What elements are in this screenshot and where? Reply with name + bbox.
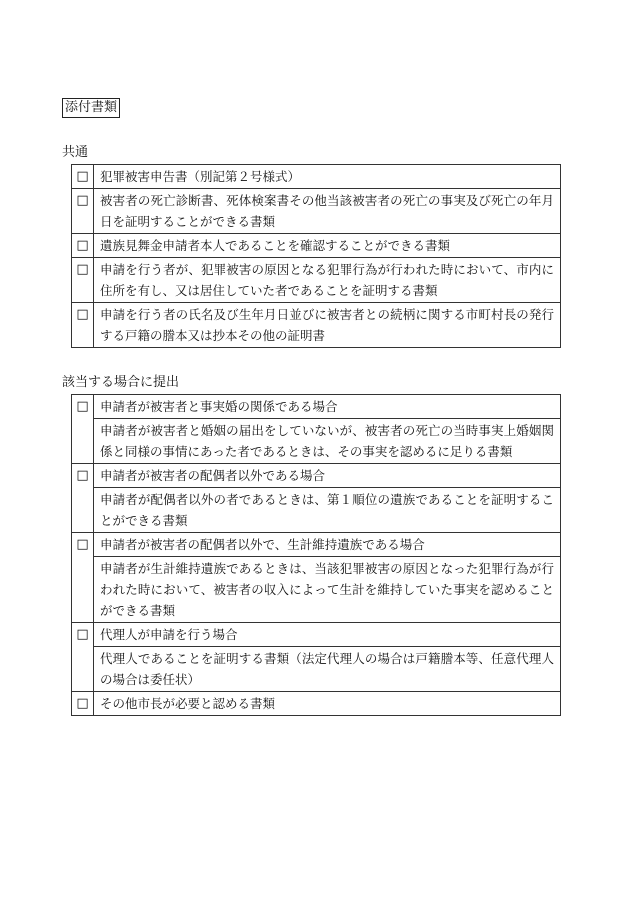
table-row [72,623,561,647]
checkbox-cell [72,692,94,716]
checkbox[interactable]: □ [76,193,89,208]
table-row [72,488,561,533]
document-item: 申請を行う者の氏名及び生年月日並びに被害者との続柄に関する市町村長の発行する戸籍の謄本又は抄本その他の証明書 [94,303,561,348]
table-row [72,692,561,716]
section-label-optional: 該当する場合に提出 [62,375,180,390]
table-row [72,533,561,557]
checkbox[interactable]: □ [76,307,89,322]
checkbox-cell [72,533,94,623]
table-row [72,647,561,692]
condition-item: 申請者が被害者の配偶者以外で、生計維持遺族である場合 [94,533,561,557]
table-row [72,464,561,488]
checkbox[interactable]: □ [76,537,89,552]
document-item: 申請者が配偶者以外の者であるときは、第１順位の遺族であることを証明することができる書類 [94,488,561,533]
table-row [72,258,561,303]
document-item: 被害者の死亡診断書、死体検案書その他当該被害者の死亡の事実及び死亡の年月日を証明することができる書類 [94,189,561,234]
checkbox-cell [72,258,94,303]
section-label-common: 共通 [62,145,89,160]
checkbox[interactable]: □ [76,238,89,253]
document-item: 代理人であることを証明する書類（法定代理人の場合は戸籍謄本等、任意代理人の場合は委任状） [94,647,561,692]
checkbox-cell [72,395,94,464]
checkbox-cell [72,623,94,692]
table-row [72,303,561,348]
table-row [72,419,561,464]
checkbox[interactable]: □ [76,169,89,184]
checkbox-cell [72,165,94,189]
checkbox-cell [72,464,94,533]
table-row [72,165,561,189]
optional-documents-table [71,394,561,716]
table-row [72,234,561,258]
checkbox[interactable]: □ [76,696,89,711]
common-documents-table [71,164,561,348]
checkbox-cell [72,189,94,234]
condition-item: 代理人が申請を行う場合 [94,623,561,647]
document-item: 申請者が生計維持遺族であるときは、当該犯罪被害の原因となった犯罪行為が行われた時において、被害者の収入によって生計を維持していた事実を認めることができる書類 [94,557,561,623]
table-row [72,557,561,623]
document-item: 犯罪被害申告書（別記第２号様式） [94,165,561,189]
checkbox[interactable]: □ [76,468,89,483]
checkbox-cell [72,303,94,348]
document-item: 申請を行う者が、犯罪被害の原因となる犯罪行為が行われた時において、市内に住所を有し、又は居住していた者であることを証明する書類 [94,258,561,303]
document-item: 遺族見舞金申請者本人であることを確認することができる書類 [94,234,561,258]
document-item: 申請者が被害者と婚姻の届出をしていないが、被害者の死亡の当時事実上婚姻関係と同様の事情にあった者であるときは、その事実を認めるに足りる書類 [94,419,561,464]
checkbox[interactable]: □ [76,399,89,414]
checkbox[interactable]: □ [76,627,89,642]
table-row [72,189,561,234]
table-row [72,395,561,419]
checkbox-cell [72,234,94,258]
condition-item: 申請者が被害者の配偶者以外である場合 [94,464,561,488]
condition-item: 申請者が被害者と事実婚の関係である場合 [94,395,561,419]
checkbox[interactable]: □ [76,262,89,277]
condition-item: その他市長が必要と認める書類 [94,692,561,716]
document-title: 添付書類 [62,98,120,118]
